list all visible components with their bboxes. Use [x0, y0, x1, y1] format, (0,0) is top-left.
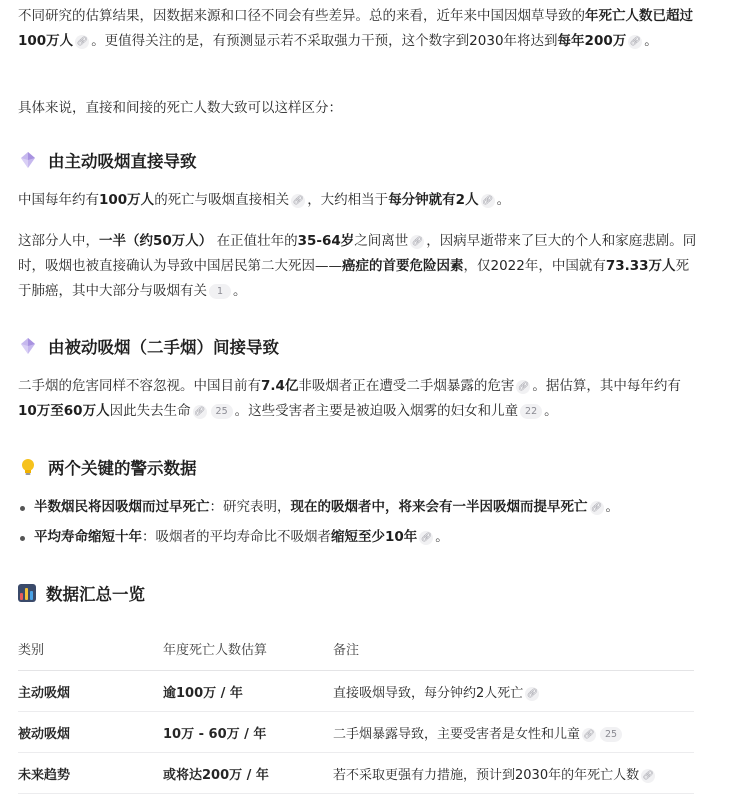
active-smoking-paragraph-2	[18, 229, 698, 304]
table-cell-estimate: 或将达200万 / 年	[163, 753, 333, 794]
table-cell-category: 未来趋势	[18, 753, 163, 794]
bold-text: 缩短至少10年	[331, 529, 418, 545]
section-heading-summary	[18, 579, 145, 607]
bold-text: 半数烟民将因吸烟而过早死亡	[34, 499, 210, 515]
table-header: 年度死亡人数估算	[163, 626, 333, 671]
section-title: 由主动吸烟直接导致	[48, 152, 197, 171]
text: 。更值得关注的是，有预测显示若不采取强力干预，这个数字到2030年将达到	[91, 33, 558, 49]
table-cell-estimate: 逾100万 / 年	[163, 671, 333, 712]
table-cell-estimate: 10万 - 60万 / 年	[163, 712, 333, 753]
text: 的死亡与吸烟直接相关	[154, 192, 290, 208]
text: 中国每年约有	[18, 192, 99, 208]
active-smoking-paragraph-1	[18, 188, 698, 213]
link-icon[interactable]: 🔗︎	[583, 729, 595, 740]
bold-text: 7.4亿	[261, 378, 299, 394]
bold-text: 10万至60万人	[18, 403, 110, 419]
table-header-row	[18, 626, 694, 671]
text: 之间离世	[354, 233, 409, 249]
text: ：吸烟者的平均寿命比不吸烟者	[142, 529, 331, 545]
summary-table	[18, 626, 694, 794]
table-cell-note	[333, 671, 694, 712]
link-icon[interactable]: 🔗︎	[481, 196, 494, 206]
text: 。	[496, 192, 511, 208]
text: 。据估算，其中每年约有	[532, 378, 681, 394]
section-heading-passive-smoking	[18, 332, 279, 360]
table-cell-category: 主动吸烟	[18, 671, 163, 712]
link-icon[interactable]: 🔗︎	[526, 688, 538, 699]
text: 这部分人中，	[18, 233, 99, 249]
bold-text: 癌症的首要危险因素	[342, 258, 464, 274]
text: ，因病早逝带来了巨大的个人和家庭悲剧。同时，吸烟也被直接确认为导致中国居民第二大死因——	[18, 233, 697, 274]
table-header: 备注	[333, 626, 694, 671]
section-heading-active-smoking	[18, 146, 197, 174]
text: 二手烟暴露导致，主要受害者是女性和儿童	[333, 726, 581, 742]
text: 死于肺癌，其中大部分与吸烟有关	[18, 258, 690, 299]
bold-text: 平均寿命缩短十年	[34, 529, 142, 545]
crystal-icon	[18, 150, 38, 170]
warning-list	[18, 495, 698, 550]
bold-text: 每分钟就有2人	[388, 192, 479, 208]
bold-text: 35-64岁	[297, 233, 355, 249]
table-row	[18, 712, 694, 753]
link-icon[interactable]: 🔗︎	[411, 237, 423, 247]
intro-paragraph	[18, 4, 698, 54]
passive-smoking-paragraph	[18, 374, 698, 424]
bold-text: 现在的吸烟者中，将来会有一半因吸烟而提早死亡	[290, 499, 588, 515]
lightbulb-icon	[18, 457, 38, 477]
list-item	[18, 525, 698, 550]
text: 。	[644, 33, 658, 49]
text: 非吸烟者正在遭受二手烟暴露的危害	[298, 378, 515, 394]
bold-text: 100万人	[99, 192, 155, 208]
text: ，仅2022年，中国就有	[463, 258, 606, 274]
text: 在正值壮年的	[216, 233, 298, 249]
bold-text: 73.33万人	[605, 258, 676, 274]
text: 。	[435, 529, 449, 545]
text: 因此失去生命	[109, 403, 191, 419]
citation-badge[interactable]: 25	[600, 727, 622, 742]
link-icon[interactable]: 🔗︎	[642, 770, 654, 781]
table-header: 类别	[18, 626, 163, 671]
text: 二手烟的危害同样不容忽视。中国目前有	[18, 378, 261, 394]
table-row	[18, 671, 694, 712]
summary-paragraph: 具体来说，直接和间接的死亡人数大致可以这样区分：	[18, 100, 342, 116]
link-icon[interactable]: 🔗︎	[76, 37, 88, 47]
text: ，大约相当于	[307, 192, 389, 208]
text: 若不采取更强有力措施，预计到2030年的年死亡人数	[333, 767, 640, 783]
table-cell-note	[333, 753, 694, 794]
crystal-icon	[18, 336, 38, 356]
bold-text: 一半（约50万人）	[99, 233, 213, 249]
text: ：研究表明，	[209, 499, 291, 515]
bold-text: 年死亡人数已超过100万人	[18, 8, 693, 49]
text: 。这些受害者主要是被迫吸入烟雾的妇女和儿童	[234, 403, 519, 419]
list-item	[18, 495, 698, 520]
text: 。	[605, 499, 619, 515]
table-cell-category: 被动吸烟	[18, 712, 163, 753]
link-icon[interactable]: 🔗︎	[193, 407, 206, 417]
link-icon[interactable]: 🔗︎	[629, 37, 641, 47]
text: 直接吸烟导致，每分钟约2人死亡	[333, 685, 524, 701]
bold-text: 每年200万	[557, 33, 627, 49]
citation-badge[interactable]: 25	[211, 404, 233, 419]
citation-badge[interactable]: 1	[209, 284, 231, 299]
table-row	[18, 753, 694, 794]
link-icon[interactable]: 🔗︎	[590, 503, 603, 513]
text: 不同研究的估算结果，因数据来源和口径不同会有些差异。总的来看，近年来中国因烟草导致的	[18, 8, 585, 24]
citation-badge[interactable]: 22	[520, 404, 542, 419]
section-title: 由被动吸烟（二手烟）间接导致	[48, 338, 279, 357]
section-heading-warnings	[18, 453, 197, 481]
link-icon[interactable]: 🔗︎	[420, 533, 433, 543]
bar-chart-icon	[18, 584, 36, 602]
section-title: 两个关键的警示数据	[48, 459, 197, 478]
link-icon[interactable]: 🔗︎	[517, 382, 530, 392]
text: 。	[233, 283, 247, 299]
link-icon[interactable]: 🔗︎	[292, 196, 304, 206]
text: 。	[544, 403, 558, 419]
section-title: 数据汇总一览	[46, 585, 145, 604]
table-cell-note	[333, 712, 694, 753]
